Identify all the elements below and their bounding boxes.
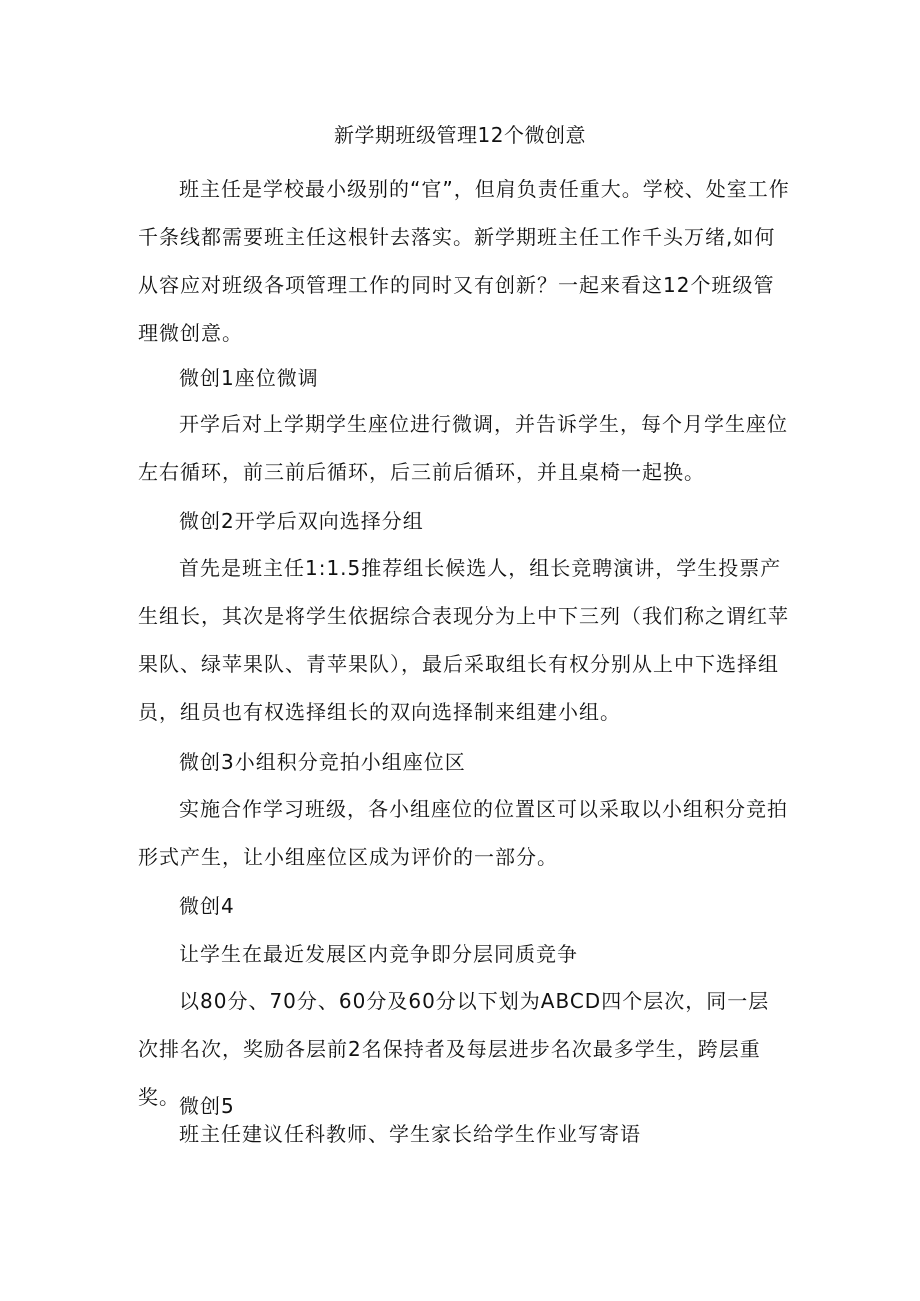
section-5-subheading: 班主任建议任科教师、学生家长给学生作业写寄语 [179,1122,641,1146]
section-4-subheading: 让学生在最近发展区内竞争即分层同质竞争 [179,942,578,966]
section-3-body: 实施合作学习班级，各小组座位的位置区可以采取以小组积分竞拍形式产生，让小组座位区成为评价的一部分。 [138,797,788,869]
document-title: 新学期班级管理12个微创意 [334,123,586,147]
section-1-body: 开学后对上学期学生座位进行微调，并告诉学生，每个月学生座位左右循环，前三前后循环，后三前后循环，并且桌椅一起换。 [138,412,788,484]
section-1-heading: 微创1座位微调 [179,366,319,390]
section-2-heading: 微创2开学后双向选择分组 [179,509,424,533]
intro-paragraph: 班主任是学校最小级别的“官”，但肩负责任重大。学校、处室工作千条线都需要班主任这根针去落实。新学期班主任工作千头万绪,如何从容应对班级各项管理工作的同时又有创新？一起来看这12个班级管理微创意。 [138,177,790,345]
section-2-body: 首先是班主任1:1.5推荐组长候选人，组长竞聘演讲，学生投票产生组长，其次是将学生依据综合表现分为上中下三列（我们称之谓红苹果队、绿苹果队、青苹果队），最后采取组长有权分别从上中下选择组员，组员也有权选择组长的双向选择制来组建小组。 [138,556,789,724]
section-4-body: 以80分、70分、60分及60分以下划为ABCD四个层次，同一层次排名次，奖励各层前2名保持者及每层进步名次最多学生，跨层重奖。 [138,989,770,1109]
section-4-heading: 微创4 [179,894,235,918]
section-5-heading: 微创5 [179,1094,235,1118]
section-3-heading: 微创3小组积分竞拍小组座位区 [179,750,466,774]
